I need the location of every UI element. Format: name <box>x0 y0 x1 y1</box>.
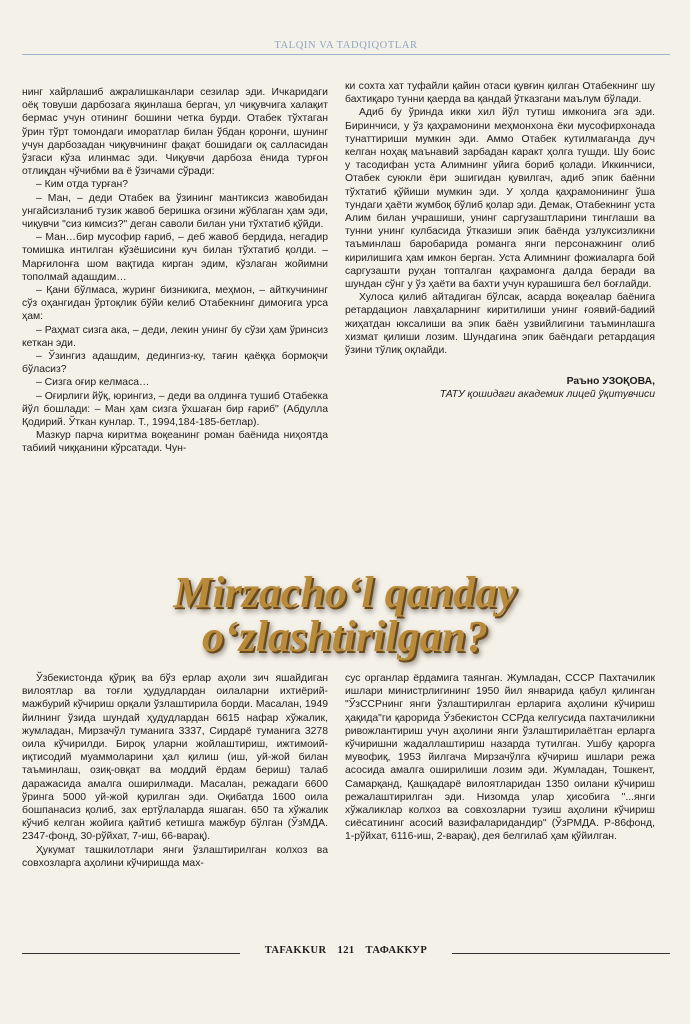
paragraph: – Раҳмат сизга ака, – деди, лекин унинг бу сўзи ҳам ўринсиз кеткан эди. <box>22 324 328 349</box>
footer-left-label: TAFAKKUR <box>264 945 327 956</box>
author-role: ТАТУ қошидаги академик лицей ўқитувчиси <box>439 389 655 401</box>
paragraph: – Қани бўлмаса, журинг бизникига, меҳмон, – айткучининг сўз оҳангидан ўртоқлик бўйи келиб Отабекнинг димоғига урса ҳам: <box>22 285 328 323</box>
running-header <box>22 40 670 56</box>
bottom-right-column <box>345 672 655 844</box>
paragraph: сус органлар ёрдамига таянган. Жумладан, СССР Пахтачилик ишлари министрлигининг 1950 йил январида қабул қилинган "ЎзССРнинг янги ўзлаштирилган ерларига аҳолини кўчириш ҳақида"ги қарорида Ўзбекистон ССРда келгусида пахтачиликни ривожлантириш учун аҳолини янги ўзлаштирилаётган ерларга кўчиришни жадаллаштириш назарда тутилган. Ушбу қарорга мувофиқ, 1953 йилгача Мирзачўлга кўчириш ишлари режа асосида амалга оширилиши лозим эди. Жумладан, Тошкент, Самарқанд, Қашқадарё вилоятларидан 1350 оилани кўчириш режалаштирилган эди. Низомда улар ҳисобига "...янги хўжаликлар колхоз ва совхозларни тузиш аҳолини кўчириш сиёсатининг асосий вазифаларидандир" (ЎзРМДА. Р-86фонд, 1-рўйхат, 6116-иш, 2-варақ), дея белгилаб ҳам қўйилган. <box>345 673 655 843</box>
paragraph: нинг хайрлашиб ажралишканлари сезилар эди. Ичкаридаги оёқ товуши дарбозага яқинлаша бергач, ул чиқувчига халақит бермас учун отининг бошини четка бурди. Отабек тўхтаган ўрин тўрт томондаги иморатлар билан ўбдан қоронғи, шунинг учун дарбозадан чиқувчининг фақат бошидаги оқ салласидан ўзгаси кўза илинмас эди. Чиқувчи дарбоза ёнида турғон отлиқдан чўчибми ва ё ўзичами сўради: <box>22 87 328 178</box>
paragraph: – Ким отда турған? <box>36 179 129 191</box>
header-title: TALQIN VA TADQIQOTLAR <box>274 40 418 51</box>
paragraph: Адиб бу ўринда икки хил йўл тутиш имконига эга эди. Биринчиси, у ўз қаҳрамонини меҳмонхона ёки мусофирхонада тунаттириши мумкин эди. Аммо Отабек кутилмаганда дуч келган ноҳақ маънавий зарбадан каракт ҳолга тушди. Шу боис у тасодифан уста Алимнинг уйига бориб қолади. Иккинчиси, Отабек суюкли ёри эшигидан қувилгач, адиб эпик баённи тўхтатиб қўйиши мумкин эди. У ҳолда қаҳрамонининг ўша тундаги ҳаёти жумбоқ бўлиб қолар эди. Демак, Отабекнинг уста Алим билан учрашиши, унинг саргузаштларини тинглаши ва тунни унинг кулбасида ўтказиши эпик баёнда узлуксизликни таъминлаш баробарида романга янги персонажнинг олиб кирилишига ҳам имкон берган. Уста Алимнинг фожиаларга бой саргузашти руҳан топталган қаҳрамонга далда беради ва шундан сўнг у ўз ҳаёти ва бахти учун курашишга бел боғлайди. <box>345 107 655 291</box>
bottom-left-column <box>22 672 328 870</box>
paragraph: – Ман, – деди Отабек ва ўзининг мантиксиз жавобидан унгайсизланиб тузик жавоб беришка оғзини жўблаган ҳам эди, чиқувчи "сиз кимсиз?" деган саволи билан уни тўхтатиб қўйди. <box>22 192 328 231</box>
article-title-line-1: Mirzacho‘l qanday <box>173 568 517 617</box>
footer-text <box>22 945 670 956</box>
paragraph: – Оғирлиги йўқ, юрингиз, – деди ва олдинға тушиб Отабекка йўл бошлади: – Ман ҳам сизга ўхшаған бир ғариб" (Абдулла Қодирий. Ўткан кунлар. Т., 1994,184-185-бетлар). <box>22 390 328 429</box>
header-rule <box>22 54 670 55</box>
footer-right-label: ТАФАККУР <box>365 945 428 956</box>
top-left-column <box>22 86 328 456</box>
paragraph: Мазкур парча киритма воқеанинг роман баёнида ниҳоятда табиий чиққанини кўрсатади. Чун- <box>22 430 328 455</box>
paragraph: ки сохта хат туфайли қайин отаси қувғин қилган Отабекнинг шу бахтиқаро тунни қаерда ва қандай ўтказгани маълум бўлади. <box>345 81 655 106</box>
paragraph: – Ўзингиз адашдим, дедингиз-ку, тағин қаёққа бормоқчи бўласиз? <box>22 351 328 376</box>
top-right-column <box>345 80 655 402</box>
paragraph: – Ман…бир мусофир ғариб, – деб жавоб бердида, негадир томишка интилган кўзёшисини куч билан тўхтатиб қолди. – Марғилонға шом вақтида кирган эдим, кўзлаган жойимни тополмай адашдим… <box>22 232 328 283</box>
author-name: Раъно УЗОҚОВА, <box>566 376 655 388</box>
paragraph: Ўзбекистонда қўриқ ва бўз ерлар аҳоли зич яшайдиган вилоятлар ва тоғли ҳудудлардан оилаларни ихтиёрий-мажбурий кўчириш орқали ўзлаштирила борди. Масалан, 1949 йилнинг ўзида шундай ҳудудлардан 6615 нафар хўжалик, жумладан, Мирзачўл туманига 3337, Сирдарё туманига 3278 оила кўчирилди. Бироқ уларни жойлаштириш, ижтимоий-иқтисодий муаммоларини ҳал қилиш (иш, уй-жой билан таъминлаш, озиқ-овқат ва моддий ёрдам бериш) талаб даражасида амалга оширилмади. Масалан, режадаги 6600 ўринга 5000 уй-жой қурилган эди. Оқибатда 1600 оила бошпанасиз қолиб, зах ертўлаларда яшаган. 650 та хўжалик кўчиб келган жойига қайтиб кетишга мажбур бўлган (ЎзМДА. 2347-фонд, 30-рўйхат, 7-иш, 66-варақ). <box>22 673 328 843</box>
article-title-line-2: o‘zlashtirilgan? <box>201 612 489 661</box>
page-footer <box>22 945 670 961</box>
page-number: 121 <box>337 945 355 956</box>
paragraph: Ҳукумат ташкилотлари янги ўзлаштирилган колхоз ва совхозларга аҳолини кўчиришда мах- <box>22 844 328 869</box>
paragraph: Хулоса қилиб айтадиган бўлсак, асарда воқеалар баёнига ретардацион лавҳаларнинг киритилиши унинг ғоявий-бадиий жиҳатдан юксалиши ва эпик баён узвийлигини таъминлашга хизмат қилиши лозим. Шундагина эпик баёндаги ретардация ўзини тўлиқ оқлайди. <box>345 292 655 357</box>
paragraph: – Сизга оғир келмаса… <box>36 377 150 389</box>
